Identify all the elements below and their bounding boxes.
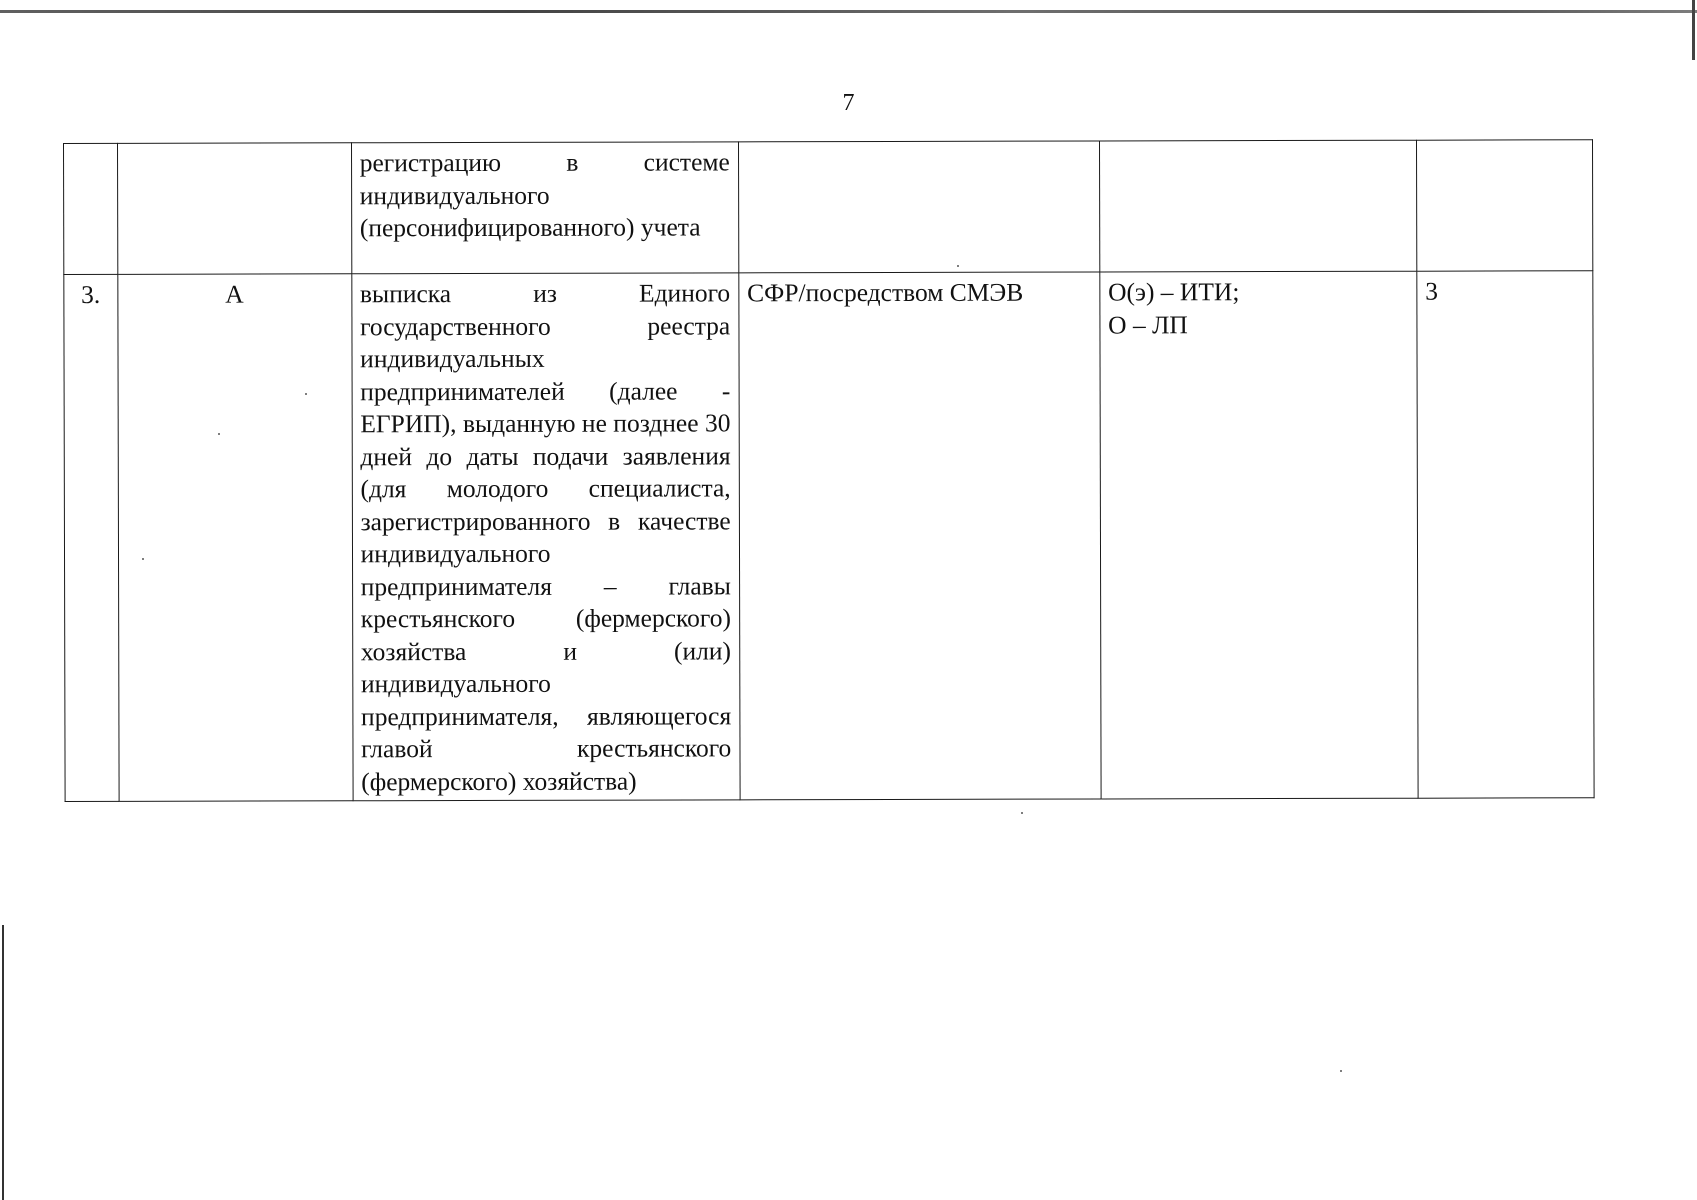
scan-edge-top: [0, 10, 1697, 13]
cell-form: [1100, 271, 1418, 799]
cell-document: выписка из Единого государственного реестра индивидуальных предпринимателей (далее - ЕГРИП), выданную не позднее 30 дней до даты подачи заявления (для молодого специалиста, зарегистрированного в качестве индивидуального предпринимателя – главы крестьянского (фермерского) хозяйства и (или) индивидуального предпринимателя, являющегося главой крестьянского (фермерского) хозяйства): [351, 273, 739, 801]
scan-speck: [1021, 812, 1023, 814]
cell-source: [738, 141, 1099, 273]
document-table: [63, 139, 1595, 802]
scan-edge-left: [2, 925, 4, 1200]
scan-speck: [957, 265, 959, 267]
cell-document: регистрацию в системе индивидуального (персонифицированного) учета: [351, 142, 738, 274]
cell-form: [1099, 140, 1416, 272]
table-row-continuation: [64, 140, 1593, 275]
cell-number: [64, 143, 118, 274]
scan-edge-right: [1692, 0, 1695, 60]
scan-speck: [142, 558, 144, 560]
table-row-3: [64, 271, 1594, 802]
cell-count: 3: [1417, 271, 1594, 798]
scan-speck: [305, 393, 307, 395]
cell-number: 3.: [64, 274, 119, 801]
cell-type: А: [117, 274, 352, 802]
cell-count: [1416, 140, 1592, 271]
cell-type: [117, 143, 351, 275]
form-line-2: О – ЛП: [1108, 309, 1188, 339]
scan-speck: [218, 433, 220, 435]
page-number: 7: [842, 90, 855, 116]
cell-source: СФР/посредством СМЭВ: [739, 272, 1101, 800]
scan-speck: [1340, 1070, 1342, 1072]
form-line-1: О(э) – ИТИ;: [1108, 277, 1240, 307]
